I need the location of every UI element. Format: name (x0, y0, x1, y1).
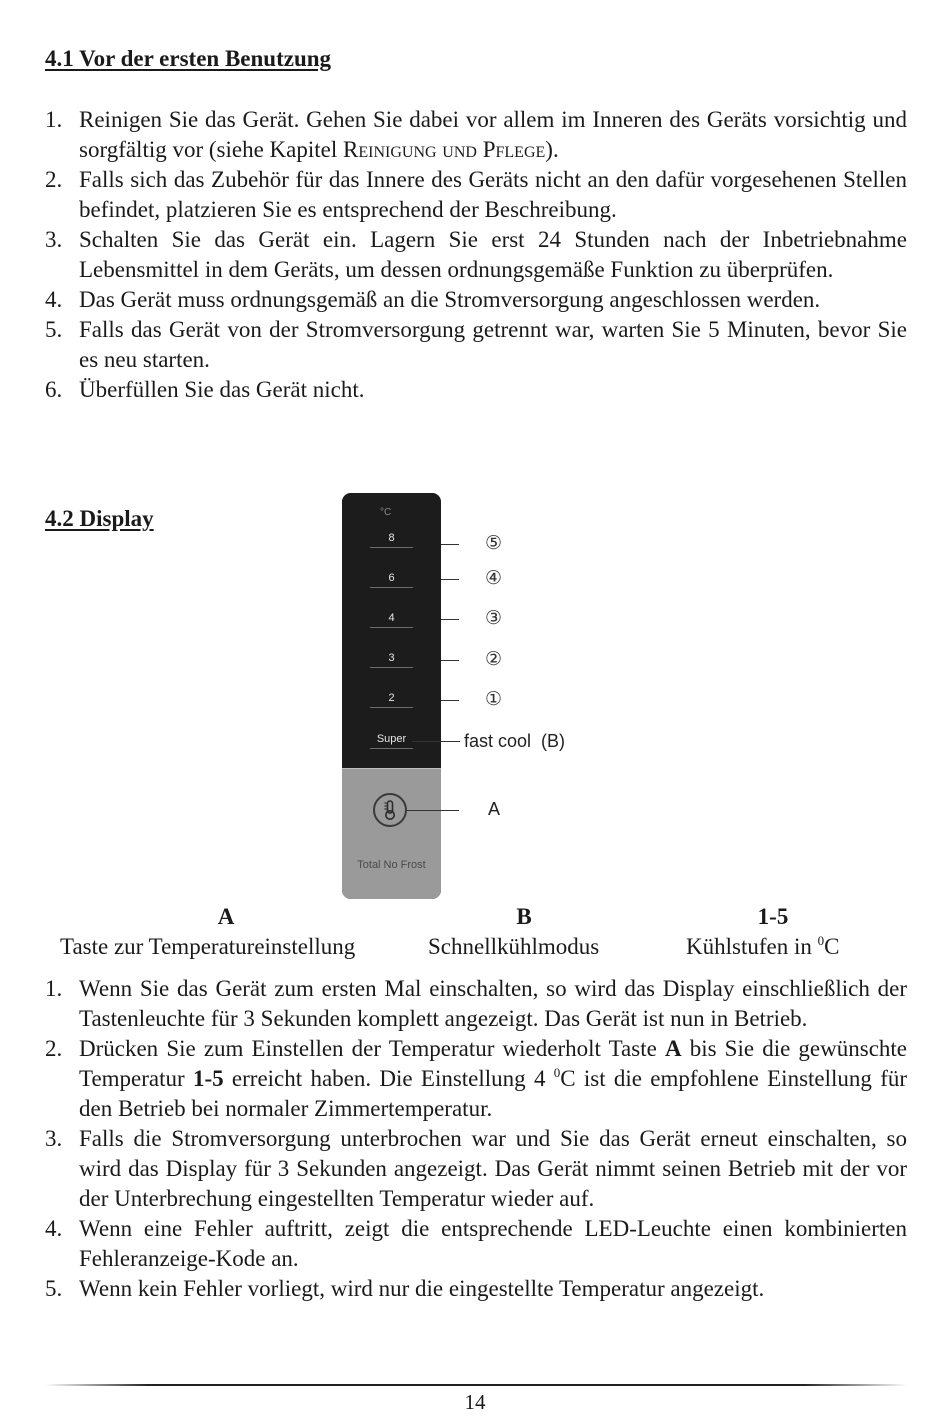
temperature-level-4: 4 (370, 612, 413, 628)
list-text: Wenn Sie das Gerät zum ersten Mal einschalten, so wird das Display einschließlich der Tastenleuchte für 3 Sekunden komplett angezeigt. Das Gerät ist nun in Betrieb. (79, 976, 907, 1031)
first-use-steps (45, 105, 907, 405)
leader-line (441, 660, 459, 661)
list-number: 2. (45, 1036, 63, 1061)
callout-2: ② (485, 648, 503, 670)
leader-line (441, 579, 459, 580)
leader-line (412, 741, 460, 742)
leader-line (441, 700, 459, 701)
celsius-unit-label: °C (380, 507, 392, 518)
list-text: bis Sie die gewünschte Temperatur (79, 1036, 907, 1091)
list-number: 5. (45, 1276, 63, 1301)
list-text: Das Gerät muss ordnungsgemäß an die Stromversorgung angeschlossen werden. (79, 287, 821, 312)
level-range-reference: 1-5 (192, 1066, 224, 1091)
list-item (45, 974, 907, 1034)
list-item (45, 1214, 907, 1274)
list-text: Falls das Gerät von der Stromversorgung getrennt war, warten Sie 5 Minuten, bevor Sie es neu starten. (79, 317, 907, 372)
list-number: 3. (45, 227, 63, 252)
list-item (45, 1124, 907, 1214)
legend-key-levels: 1-5 (757, 904, 789, 929)
list-number: 1. (45, 976, 63, 1001)
callout-5: ⑤ (485, 532, 503, 554)
temperature-button[interactable] (373, 793, 407, 827)
legend-desc-unit: C (824, 934, 840, 959)
callout-fast-cool: fast cool (B) (464, 731, 566, 751)
legend-desc-levels (686, 934, 839, 960)
list-number: 1. (45, 107, 63, 132)
list-item (45, 105, 907, 165)
callout-4: ④ (485, 567, 503, 589)
list-text: Schalten Sie das Gerät ein. Lagern Sie erst 24 Stunden nach der Inbetriebnahme Lebensmittel in dem Geräts, um dessen ordnungsgemäße Funktion zu überprüfen. (79, 227, 907, 282)
list-item (45, 225, 907, 285)
list-number: 3. (45, 1126, 63, 1151)
list-item (45, 165, 907, 225)
temperature-level-2: 2 (370, 692, 413, 708)
legend-desc-a: Taste zur Temperatureinstellung (60, 934, 356, 959)
callout-a: A (488, 799, 501, 819)
page-number: 14 (464, 1390, 486, 1414)
degree-superscript: 0 (817, 933, 825, 948)
legend-desc-text: Kühlstufen in (686, 934, 818, 959)
list-item (45, 375, 907, 405)
callout-1: ① (485, 688, 503, 710)
display-steps (45, 974, 907, 1304)
legend-key-b: B (516, 904, 532, 929)
leader-line (441, 619, 459, 620)
list-item (45, 285, 907, 315)
list-number: 2. (45, 167, 63, 192)
temperature-level-3: 3 (370, 652, 413, 668)
legend-desc-b: Schnellkühlmodus (428, 934, 600, 959)
callout-3: ③ (485, 607, 503, 629)
list-number: 4. (45, 287, 63, 312)
control-area (342, 768, 441, 899)
footer-divider (45, 1384, 907, 1386)
list-text: Wenn eine Fehler auftritt, zeigt die entsprechende LED-Leuchte einen kombinierten Fehleranzeige-Kode an. (79, 1216, 907, 1271)
leader-line (407, 810, 459, 811)
list-text: Falls sich das Zubehör für das Innere des Geräts nicht an den dafür vorgesehenen Stellen befindet, platzieren Sie es entsprechend der Beschreibung. (79, 167, 907, 222)
list-text: C ist die empfohlene Einstellung für den Betrieb bei normaler Zimmertemperatur. (79, 1066, 908, 1121)
leader-line (441, 544, 459, 545)
legend-key-a: A (217, 904, 235, 929)
list-number: 6. (45, 377, 63, 402)
list-item (45, 315, 907, 375)
list-item (45, 1034, 907, 1124)
list-number: 5. (45, 317, 63, 342)
degree-superscript: 0 (553, 1065, 561, 1080)
chapter-reference: Reinigung und Pflege (343, 137, 546, 162)
brand-label: Total No Frost (357, 859, 426, 871)
super-cool-indicator: Super (370, 733, 413, 749)
list-text: Überfüllen Sie das Gerät nicht. (79, 377, 365, 402)
section-heading-display: 4.2 Display (45, 506, 154, 531)
section-heading-first-use: 4.1 Vor der ersten Benutzung (45, 46, 332, 71)
list-number: 4. (45, 1216, 63, 1241)
thermometer-icon (375, 795, 405, 825)
list-text: ). (545, 137, 559, 162)
list-text: Falls die Stromversorgung unterbrochen war und Sie das Gerät erneut einschalten, so wird das Display für 3 Sekunden angezeigt. Das Gerät nimmt seinen Betrieb mit der vor der Unterbrechung eingestellten Temperatur wieder auf. (79, 1126, 907, 1211)
list-item (45, 1274, 907, 1304)
temperature-level-8: 8 (370, 532, 413, 548)
list-text: Reinigen Sie das Gerät. Gehen Sie dabei vor allem im Inneren des Geräts vorsichtig und sorgfältig vor (siehe Kapitel (79, 107, 907, 162)
list-text: Drücken Sie zum Einstellen der Temperatur wiederholt Taste (79, 1036, 665, 1061)
list-text: Wenn kein Fehler vorliegt, wird nur die eingestellte Temperatur angezeigt. (79, 1276, 765, 1301)
key-a-reference: A (664, 1036, 682, 1061)
temperature-level-6: 6 (370, 572, 413, 588)
list-text: erreicht haben. Die Einstellung 4 (223, 1066, 554, 1091)
